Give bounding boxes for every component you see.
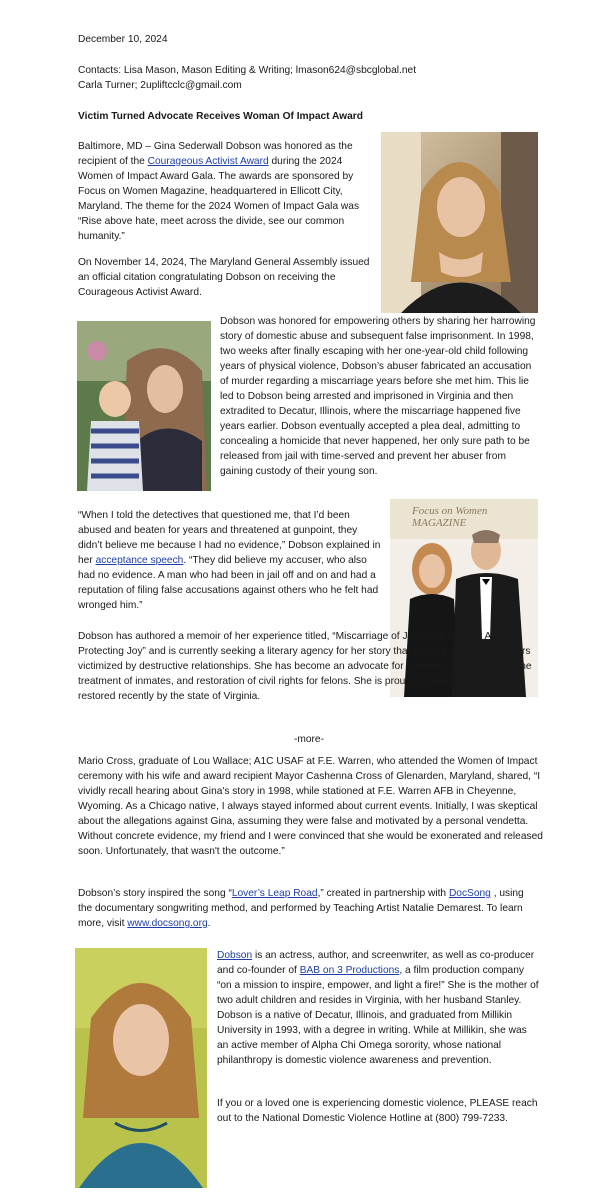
paragraph-7-text-d: . [207, 918, 211, 929]
lovers-leap-road-link[interactable]: Lover’s Leap Road [231, 888, 318, 899]
paragraph-7 [78, 886, 540, 931]
contacts-line-1: Contacts: Lisa Mason, Mason Editing & Writing; lmason624@sbcglobal.net [78, 65, 417, 76]
paragraph-4 [78, 508, 381, 613]
headline: Victim Turned Advocate Receives Woman Of Impact Award [78, 111, 363, 122]
portrait-image [381, 132, 538, 313]
bab-on-3-productions-link[interactable]: BAB on 3 Productions [299, 965, 400, 976]
mother-child-image [77, 321, 211, 491]
paragraph-7-text-a: Dobson’s story inspired the song “ [78, 888, 232, 899]
paragraph-6: Mario Cross, graduate of Lou Wallace; A1C USAF at F.E. Warren, who attended the Women of Impact ceremony with his wife and award recipient Mayor Cashenna Cross of Glenarden, Maryland, shared, “I vividly recall hearing about Gina's story in 1998, while stationed at F.E. Warren AFB in Cheyenne, Wyoming. As a Chicago native, I always stayed informed about current events. Initially, I was skeptical about the allegations against Gina, assuming they were false and motivated by a personal vendetta. Without concrete evidence, my friend and I were convinced that she would be exonerated and released soon. Unfortunately, that wasn't the outcome.” [78, 756, 543, 857]
docsong-link[interactable]: DocSong [448, 888, 491, 899]
paragraph-2: On November 14, 2024, The Maryland General Assembly issued an official citation congratulating Dobson on receiving the Courageous Activist Award. [78, 257, 370, 298]
dobson-link[interactable]: Dobson [217, 950, 253, 961]
paragraph-7-text-c: , using the documentary songwriting method, and performed by Teaching Artist Natalie Demarest. To learn more, visit [78, 888, 524, 929]
paragraph-1-text-a: Baltimore, MD – Gina Sederwall Dobson was honored as the recipient of the [78, 141, 353, 167]
more-marker: -more- [294, 734, 324, 745]
paragraph-4-text-b: . “They did believe my accuser, who also had no evidence. A man who had been in jail off and on and had a reputation of filing false accusations against others who he felt had wronged him.” [78, 555, 379, 611]
paragraph-1 [78, 139, 370, 244]
photo-dobson-with-son [77, 321, 211, 491]
paragraph-8-text-b: , a film production company “on a mission to inspire, empower, and light a fire!” She is the mother of two adult children and resides in Virginia, with her husband Stanley. Dobson is a native of Decatur, Illinois, and graduated from Millikin University in 1993, with a degree in writing. While at Millikin, she was an active member of Alpha Chi Omega sorority, whose national philanthropy is domestic violence awareness and prevention. [217, 965, 539, 1066]
paragraph-1-text-b: during the 2024 Women of Impact Award Gala. The awards are sponsored by Focus on Women Magazine, headquartered in Ellicott City, Maryland. The theme for the 2024 Women of Impact Gala was “Rise above hate, meet across the divide, see our common humanity.” [78, 156, 360, 242]
photo-dobson-headshot [75, 948, 207, 1188]
contacts-line-2: Carla Turner; 2upliftcclc@gmail.com [78, 80, 242, 91]
photo-dobson-portrait [381, 132, 538, 313]
paragraph-4-text-a: “When I told the detectives that questioned me, that I’d been abused and beaten for years and threatened at gunpoint, they didn’t believe me because I had no evidence,” Dobson explained in her [78, 510, 381, 566]
paragraph-8 [217, 948, 540, 1068]
paragraph-8-text-a: is an actress, author, and screenwriter, as well as co-producer and co-founder of [217, 950, 535, 976]
paragraph-9-hotline: If you or a loved one is experiencing domestic violence, PLEASE reach out to the National Domestic Violence Hotline at (800) 799-7233. [217, 1098, 538, 1124]
paragraph-5: Dobson has authored a memoir of her experience titled, “Miscarriage of Justice: A Memoir About Protecting Joy” and is currently seeking a literary agency for her story that she hopes will help others victimized by destructive relationships. She has become an advocate for survivors of abuse, humane treatment of inmates, and restoration of civil rights for felons. She is proud to have her voting rights restored recently by the state of Virginia. [78, 631, 532, 702]
courageous-activist-award-link[interactable]: Courageous Activist Award [147, 156, 269, 167]
docsong-website-link[interactable]: www.docsong.org [127, 918, 208, 929]
paragraph-3: Dobson was honored for empowering others by sharing her harrowing story of domestic abuse and subsequent false imprisonment. In 1998, two weeks after finally escaping with her one-year-old child following years of physical violence, Dobson’s abuser fabricated an accusation of murder regarding a miscarriage years before she met him. This lie led to Dobson being arrested and imprisoned in Virginia and then extradited to Decatur, Illinois, where the miscarriage happened five years earlier. Dobson eventually accepted a plea deal, admitting to concealing a homicide that never happened, her only sure path to be released from jail with time-served and prevent her abuser from gaining custody of their young son. [220, 316, 536, 477]
acceptance-speech-link[interactable]: acceptance speech [95, 555, 184, 566]
press-release-date: December 10, 2024 [78, 34, 168, 45]
gala-sign-text: Focus on Women MAGAZINE [412, 505, 488, 529]
headshot-image [75, 948, 207, 1188]
paragraph-7-text-b: ,” created in partnership with [317, 888, 449, 899]
